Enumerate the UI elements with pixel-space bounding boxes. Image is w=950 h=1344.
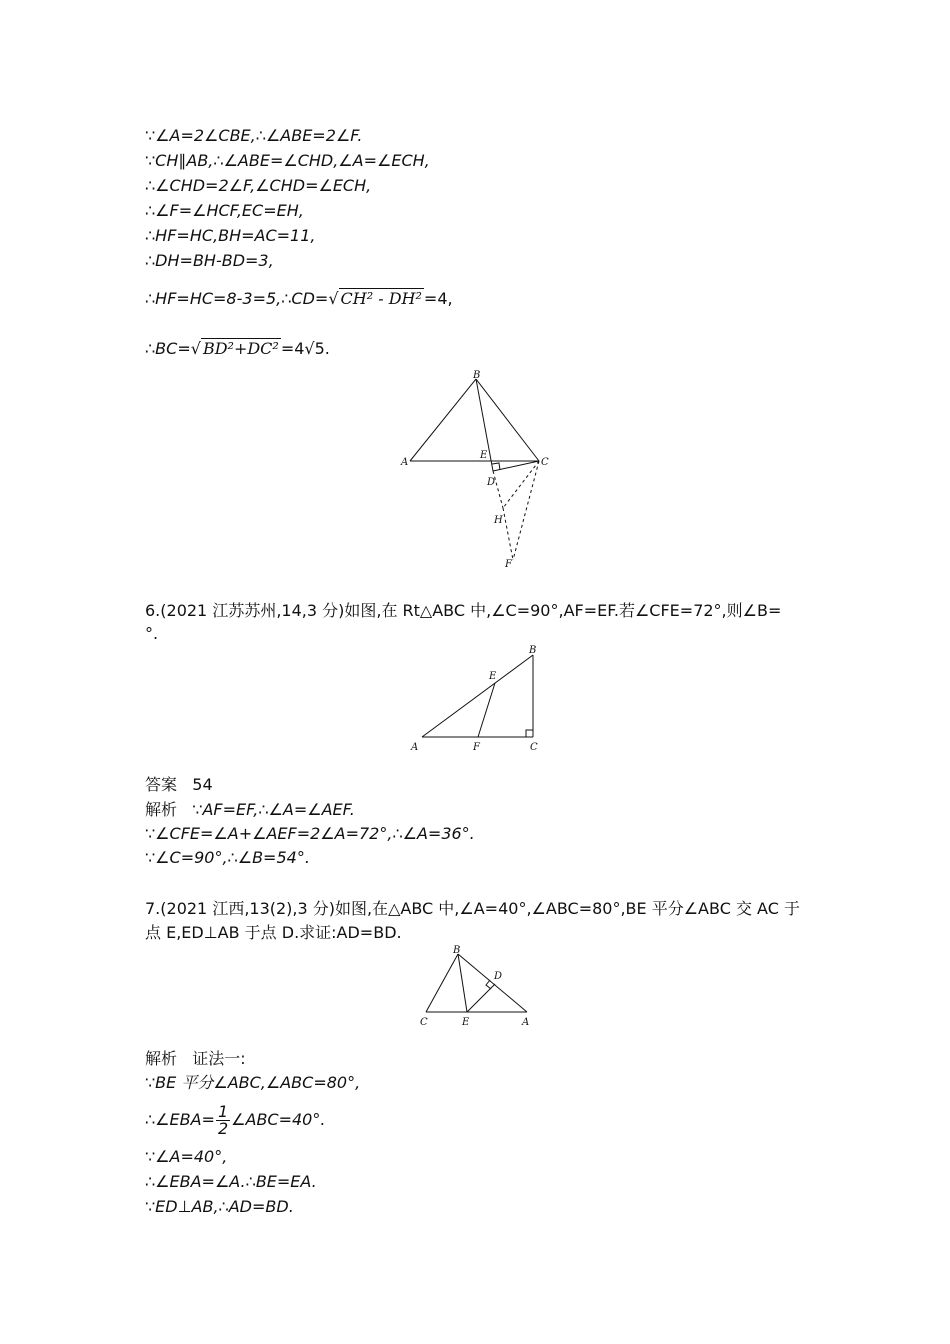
bc-equation <box>145 338 330 359</box>
solution-line-1: ∵∠A=2∠CBE,∴∠ABE=2∠F. <box>145 126 363 145</box>
segment-be <box>458 954 467 1012</box>
q6-analysis-line-1: 解析 ∵AF=EF,∴∠A=∠AEF. <box>145 800 355 819</box>
q7-line-4: ∴∠EBA=∠A.∴BE=EA. <box>145 1172 317 1191</box>
q6-answer <box>145 775 213 795</box>
q7-line-2: ∴∠EBA= $\frac{1}{2}$ ∠ABC=40°. <box>145 1102 326 1138</box>
label-e: E <box>462 1017 470 1028</box>
right-angle-mark <box>492 463 500 470</box>
segment-ba <box>458 954 527 1012</box>
figure-1 <box>395 368 560 573</box>
solution-line-2: ∵CH∥AB,∴∠ABE=∠CHD,∠A=∠ECH, <box>145 151 430 170</box>
segment-ef <box>478 683 495 737</box>
cd-result: =4, <box>423 289 453 308</box>
label-e: E <box>480 450 488 461</box>
cd-equation <box>145 288 453 309</box>
segment-hf <box>503 508 513 560</box>
figure-q6 <box>405 643 550 755</box>
bc-radicand: BD²+DC² <box>202 339 279 358</box>
answer-value: 54 <box>192 775 213 794</box>
q6-analysis-line-3: ∵∠C=90°,∴∠B=54°. <box>145 848 310 867</box>
proof-method: 证法一: <box>192 1049 246 1068</box>
q7-line-5: ∵ED⊥AB,∴AD=BD. <box>145 1197 294 1216</box>
cd-prefix: ∴HF=HC=8-3=5,∴CD= <box>145 289 329 308</box>
fraction-one-half: $\frac{1}{2}$ <box>217 1102 229 1138</box>
analysis-label: 解析 <box>145 800 178 819</box>
q7-stem-line-1: 7.(2021 江西,13(2),3 分)如图,在△ABC 中,∠A=40°,∠ABC=80°,BE 平分∠ABC 交 AC 于 <box>145 899 800 918</box>
label-b: B <box>453 945 461 956</box>
segment-bc <box>426 954 458 1012</box>
q6-stem-line-1: 6.(2021 江苏苏州,14,3 分)如图,在 Rt△ABC 中,∠C=90°,AF=EF.若∠CFE=72°,则∠B= <box>145 601 782 620</box>
label-h: H <box>494 515 503 526</box>
solution-line-6: ∴DH=BH-BD=3, <box>145 251 274 270</box>
label-f: F <box>473 742 480 753</box>
label-c: C <box>530 742 538 753</box>
label-d: D <box>494 971 503 982</box>
q7-line-1: ∵BE 平分∠ABC,∠ABC=80°, <box>145 1073 361 1092</box>
segment-cf <box>513 461 539 560</box>
label-f: F <box>505 559 512 570</box>
label-b: B <box>529 645 537 656</box>
figure-q7 <box>410 942 540 1030</box>
solution-line-5: ∴HF=HC,BH=AC=11, <box>145 226 316 245</box>
solution-line-3: ∴∠CHD=2∠F,∠CHD=∠ECH, <box>145 176 372 195</box>
cd-radicand: CH² - DH² <box>340 289 422 308</box>
solution-line-4: ∴∠F=∠HCF,EC=EH, <box>145 201 304 220</box>
radical-sign: √ <box>190 339 201 358</box>
segment-bc <box>476 379 539 461</box>
q6-analysis-line-2: ∵∠CFE=∠A+∠AEF=2∠A=72°,∴∠A=36°. <box>145 824 475 843</box>
q7-stem-line-2: 点 E,ED⊥AB 于点 D.求证:AD=BD. <box>145 923 402 942</box>
right-angle-mark <box>526 730 533 737</box>
label-a: A <box>411 742 419 753</box>
bc-result: =4√5. <box>280 339 330 358</box>
label-c: C <box>541 457 549 468</box>
label-e: E <box>489 671 497 682</box>
q6-stem-line-2: °. <box>145 624 159 643</box>
analysis-label: 解析 <box>145 1049 178 1068</box>
q7-line-3: ∵∠A=40°, <box>145 1147 228 1166</box>
radical-sign: √ <box>328 289 339 308</box>
bc-prefix: ∴BC= <box>145 339 191 358</box>
label-d: D <box>487 477 496 488</box>
label-b: B <box>473 370 481 381</box>
label-c: C <box>420 1017 428 1028</box>
answer-label: 答案 <box>145 775 178 794</box>
q7-analysis-header <box>145 1049 246 1069</box>
label-a: A <box>401 457 409 468</box>
segment-ab <box>410 379 476 461</box>
label-a: A <box>522 1017 530 1028</box>
segment-ab <box>422 655 533 737</box>
